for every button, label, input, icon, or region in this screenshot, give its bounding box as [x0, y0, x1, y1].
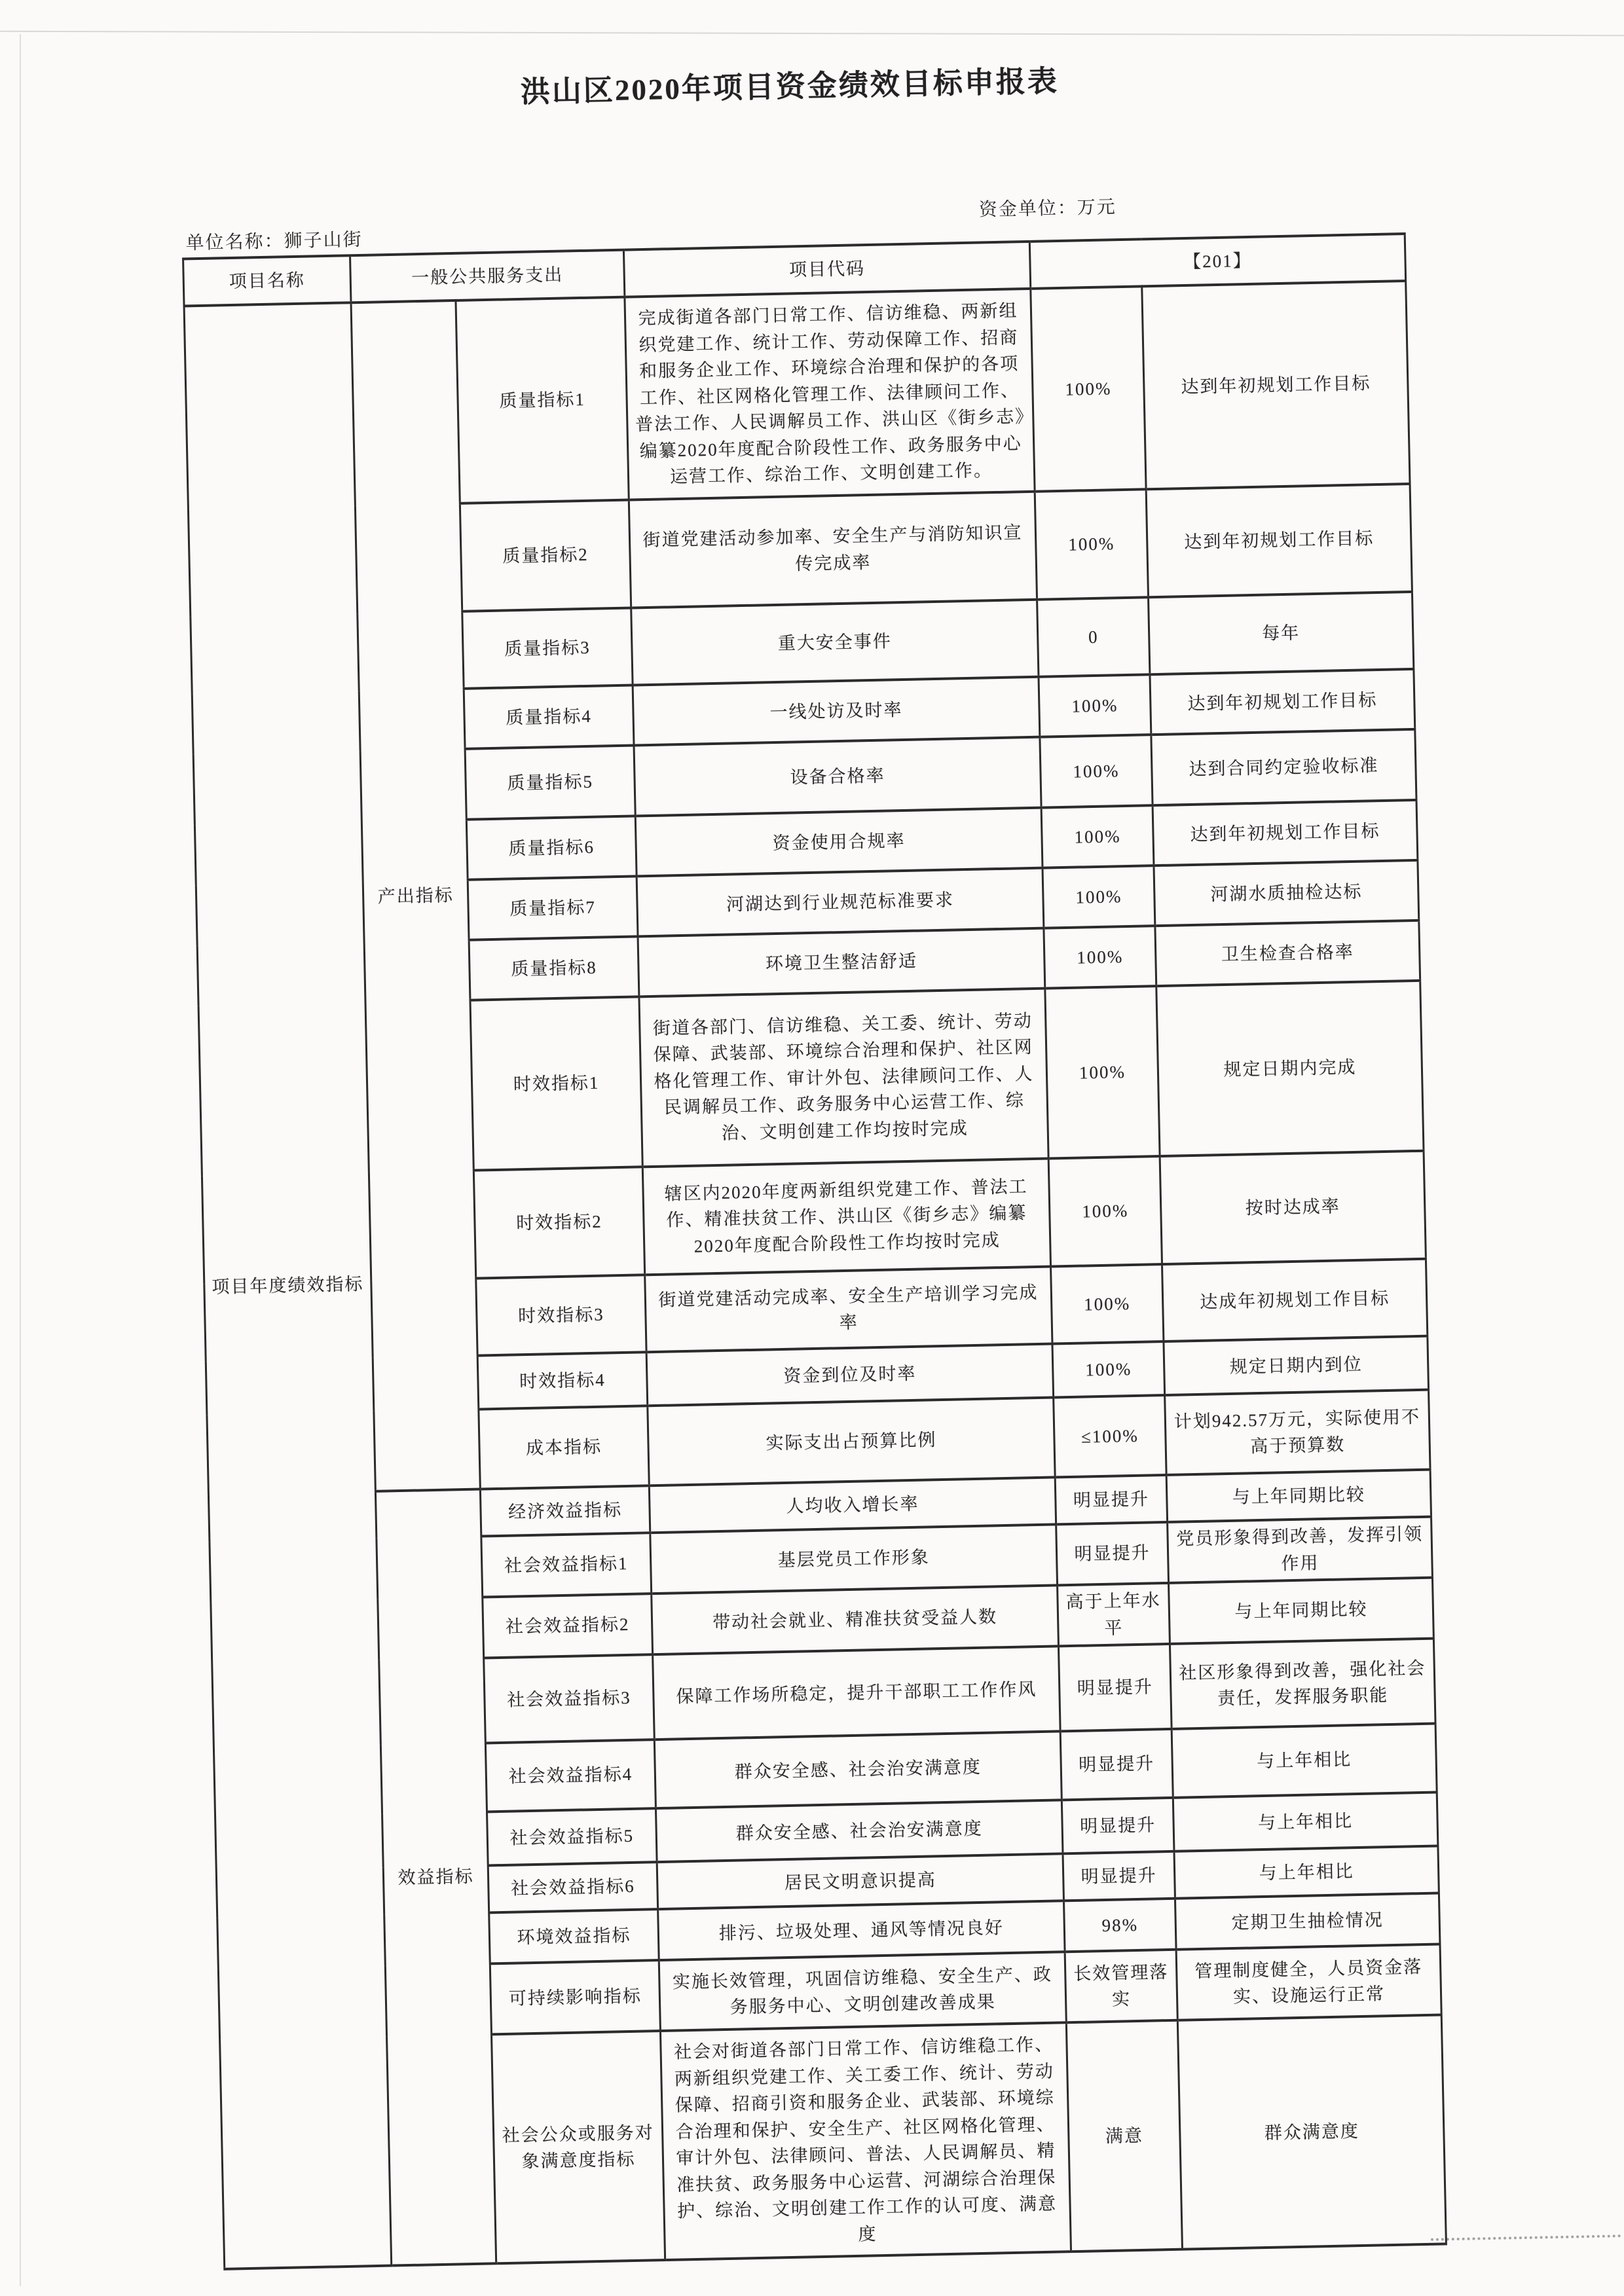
row-target-cell: 群众满意度: [1177, 2014, 1446, 2249]
row-content-cell: 重大安全事件: [631, 600, 1039, 685]
row-target-cell: 按时达成率: [1160, 1151, 1426, 1264]
group-annual-indicators: 项目年度绩效指标: [184, 302, 392, 2269]
row-content-cell: 人均收入增长率: [649, 1477, 1056, 1533]
row-content-cell: 街道党建活动参加率、安全生产与消防知识宣传完成率: [629, 492, 1037, 608]
row-content-cell: 带动社会就业、精准扶贫受益人数: [652, 1585, 1059, 1654]
row-value-cell: 明显提升: [1061, 1798, 1174, 1853]
row-target-cell: 规定日期内到位: [1164, 1336, 1429, 1395]
row-value-cell: 长效管理落实: [1065, 1950, 1177, 2022]
row-label-cell: 经济效益指标: [480, 1485, 650, 1536]
row-value-cell: 100%: [1035, 489, 1148, 599]
row-target-cell: 与上年相比: [1174, 1846, 1439, 1899]
row-content-cell: 街道党建活动完成率、安全生产培训学习完成率: [645, 1267, 1052, 1353]
header-expense-category: 一般公共服务支出: [350, 250, 625, 303]
row-target-cell: 达到合同约定验收标准: [1151, 729, 1416, 805]
row-label-cell: 质量指标7: [468, 876, 638, 939]
row-content-cell: 保障工作场所稳定，提升干部职工工作作风: [653, 1646, 1061, 1740]
row-content-cell: 河湖达到行业规范标准要求: [637, 868, 1044, 937]
row-content-cell: 基层党员工作形象: [650, 1524, 1058, 1594]
row-content-cell: 环境卫生整洁舒适: [638, 928, 1045, 997]
row-label-cell: 质量指标4: [464, 685, 634, 748]
row-label-cell: 社会公众或服务对象满意度指标: [492, 2031, 665, 2263]
row-value-cell: 100%: [1051, 1264, 1164, 1343]
row-target-cell: 定期卫生抽检情况: [1175, 1893, 1440, 1950]
row-value-cell: 明显提升: [1056, 1522, 1169, 1585]
unit-name-label: 单位名称：狮子山街: [185, 229, 363, 254]
row-target-cell: 与上年同期比较: [1166, 1470, 1431, 1522]
row-content-cell: 群众安全感、社会治安满意度: [655, 1800, 1063, 1862]
scanned-form-sheet: [178, 50, 1445, 2270]
row-value-cell: 0: [1037, 597, 1150, 676]
row-value-cell: 100%: [1052, 1341, 1165, 1397]
row-target-cell: 河湖水质抽检达标: [1154, 860, 1419, 926]
row-value-cell: 明显提升: [1060, 1729, 1173, 1800]
table-row: [184, 281, 1410, 509]
row-value-cell: 100%: [1031, 286, 1146, 491]
row-label-cell: 社会效益指标2: [483, 1594, 653, 1658]
row-content-cell: 实际支出占预算比例: [648, 1397, 1055, 1485]
row-label-cell: 社会效益指标6: [488, 1862, 657, 1912]
row-target-cell: 达成年初规划工作目标: [1162, 1259, 1428, 1341]
row-content-cell: 资金使用合规率: [635, 808, 1043, 877]
row-label-cell: 环境效益指标: [489, 1909, 659, 1963]
row-value-cell: 100%: [1048, 1156, 1162, 1266]
row-target-cell: 与上年相比: [1173, 1793, 1438, 1851]
row-target-cell: 党员形象得到改善，发挥引领作用: [1168, 1517, 1433, 1583]
row-label-cell: 社会效益指标5: [487, 1808, 657, 1865]
row-content-cell: 资金到位及时率: [646, 1344, 1054, 1406]
header-project-code-value: 【201】: [1029, 234, 1405, 289]
row-label-cell: 质量指标3: [462, 608, 633, 689]
row-label-cell: 成本指标: [479, 1406, 649, 1489]
row-target-cell: 与上年同期比较: [1169, 1578, 1434, 1644]
row-value-cell: 98%: [1063, 1899, 1176, 1952]
row-content-cell: 居民文明意识提高: [657, 1853, 1063, 1909]
row-label-cell: 质量指标8: [469, 936, 639, 1000]
row-content-cell: 群众安全感、社会治安满意度: [654, 1731, 1061, 1808]
row-target-cell: 与上年相比: [1172, 1724, 1437, 1798]
row-value-cell: 100%: [1045, 986, 1160, 1158]
row-value-cell: 满意: [1066, 2020, 1182, 2251]
row-value-cell: 明显提升: [1063, 1851, 1175, 1901]
row-label-cell: 时效指标4: [477, 1352, 648, 1409]
row-label-cell: 社会效益指标3: [484, 1654, 655, 1743]
row-target-cell: 达到年初规划工作目标: [1146, 484, 1412, 597]
scan-artifact-dots: [1431, 2234, 1621, 2241]
scan-edge-top-artifact: [0, 31, 1624, 36]
row-content-cell: 辖区内2020年度两新组织党建工作、普法工作、精准扶贫工作、洪山区《街乡志》编纂2020年度配合阶段性工作均按时完成: [642, 1159, 1050, 1275]
row-target-cell: 达到年初规划工作目标: [1150, 669, 1415, 735]
row-label-cell: 时效指标1: [470, 996, 642, 1170]
row-label-cell: 质量指标2: [460, 500, 631, 611]
group-benefit-indicators: 效益指标: [375, 1489, 496, 2266]
row-target-cell: 规定日期内完成: [1156, 981, 1424, 1156]
row-label-cell: 社会效益指标1: [481, 1533, 652, 1597]
row-target-cell: 社区形象得到改善，强化社会责任，发挥服务职能: [1170, 1639, 1435, 1729]
row-content-cell: 实施长效管理，巩固信访维稳、安全生产、政务服务中心、文明创建改善成果: [659, 1952, 1066, 2031]
group-output-indicators: 产出指标: [351, 301, 480, 1491]
row-label-cell: 质量指标6: [466, 816, 637, 879]
row-label-cell: 时效指标2: [473, 1167, 644, 1278]
header-project-code-label: 项目代码: [623, 242, 1030, 297]
row-content-cell: 完成街道各部门日常工作、信访维稳、两新组织党建工作、统计工作、劳动保障工作、招商和服务企业工作、环境综合治理和保护的各项工作、社区网格化管理工作、法律顾问工作、普法工作、人民调解员工作、洪山区《街乡志》编纂2020年度配合阶段性工作、政务服务中心运营工作、综治工作、文明创建工作。: [625, 289, 1035, 500]
row-label-cell: 可持续影响指标: [490, 1960, 660, 2034]
row-value-cell: 100%: [1043, 866, 1155, 928]
row-label-cell: 时效指标3: [476, 1275, 646, 1355]
row-label-cell: 社会效益指标4: [485, 1740, 655, 1812]
row-target-cell: 达到年初规划工作目标: [1153, 800, 1418, 866]
row-target-cell: 管理制度健全，人员资金落实、设施运行正常: [1176, 1944, 1441, 2020]
row-content-cell: 一线处访及时率: [633, 677, 1040, 746]
row-target-cell: 计划942.57万元，实际使用不高于预算数: [1165, 1390, 1430, 1475]
row-target-cell: 卫生检查合格率: [1155, 920, 1420, 986]
row-value-cell: 明显提升: [1058, 1644, 1172, 1731]
row-content-cell: 排污、垃圾处理、通风等情况良好: [658, 1901, 1065, 1960]
row-value-cell: 明显提升: [1055, 1475, 1167, 1524]
row-value-cell: 100%: [1040, 735, 1153, 807]
row-label-cell: 质量指标1: [456, 297, 629, 503]
row-value-cell: 100%: [1041, 805, 1154, 867]
fund-unit-label: 资金单位：万元: [978, 197, 1117, 221]
row-label-cell: 质量指标5: [465, 745, 635, 819]
row-content-cell: 设备合格率: [634, 737, 1041, 816]
row-value-cell: 高于上年水平: [1058, 1583, 1170, 1646]
performance-target-table: [182, 232, 1447, 2270]
scan-edge-left-artifact: [20, 34, 21, 2286]
row-content-cell: 街道各部门、信访维稳、关工委、统计、劳动保障、武装部、环境综合治理和保护、社区网格化管理工作、审计外包、法律顾问工作、人民调解员工作、政务服务中心运营工作、综治、文明创建工作均按时完成: [639, 989, 1048, 1167]
row-content-cell: 社会对街道各部门日常工作、信访维稳工作、两新组织党建工作、关工委工作、统计、劳动保障、招商引资和服务企业、武装部、环境综合治理和保护、安全生产、社区网格化管理、审计外包、法律顾问、普法、人民调解员、精准扶贫、政务服务中心运营、河湖综合治理保护、综治、文明创建工作工作的认可度、满意度: [660, 2022, 1071, 2260]
row-value-cell: 100%: [1039, 674, 1151, 737]
header-project-name: 项目名称: [183, 255, 351, 306]
row-target-cell: 每年: [1149, 592, 1414, 674]
row-value-cell: 100%: [1044, 926, 1156, 988]
row-value-cell: ≤100%: [1054, 1395, 1166, 1477]
page-title: 洪山区2020年项目资金绩效目标申报表: [520, 64, 1060, 109]
row-target-cell: 达到年初规划工作目标: [1142, 281, 1410, 489]
